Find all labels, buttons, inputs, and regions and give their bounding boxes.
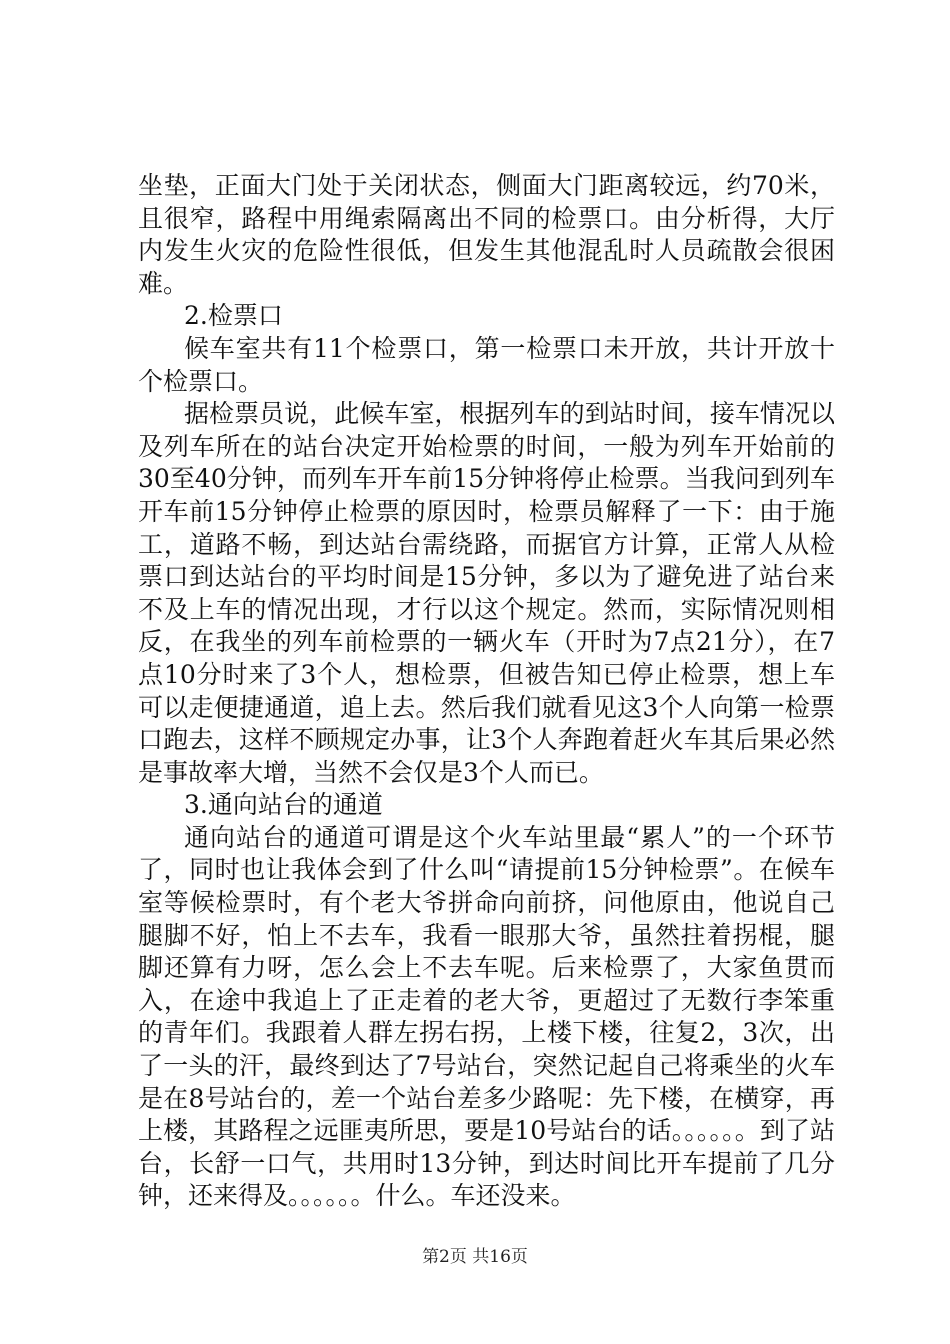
body-text: [138, 170, 835, 1213]
page-footer: 第2页 共16页: [422, 1247, 528, 1267]
paragraph-1: 坐垫，正面大门处于关闭状态，侧面大门距离较远，约70米，且很窄，路程中用绳索隔离出不同的检票口。由分析得，大厅内发生火灾的危险性很低，但发生其他混乱时人员疏散会很困难。: [138, 171, 835, 298]
section-heading-ticket-gate: 2.检票口: [184, 301, 283, 331]
paragraph-4: 通向站台的通道可谓是这个火车站里最“累人”的一个环节了，同时也让我体会到了什么叫“请提前15分钟检票”。在候车室等候检票时，有个老大爷拼命向前挤，问他原由，他说自己腿脚不好，怕上不去车，我看一眼那大爷，虽然拄着拐棍，腿脚还算有力呀，怎么会上不去车呢。后来检票了，大家鱼贯而入，在途中我追上了正走着的老大爷，更超过了无数行李笨重的青年们。我跟着人群左拐右拐，上楼下楼，往复2，3次，出了一头的汗，最终到达了7号站台，突然记起自己将乘坐的火车是在8号站台的，差一个站台差多少路呢：先下楼，在横穿，再上楼，其路程之远匪夷所思，要是10号站台的话。。。。。。到了站台，长舒一口气，共用时13分钟，到达时间比开车提前了几分钟，还来得及。。。。。。什么。车还没来。: [138, 822, 835, 1211]
paragraph-2: 候车室共有11个检票口，第一检票口未开放，共计开放十个检票口。: [138, 333, 835, 396]
paragraph-3: 据检票员说，此候车室，根据列车的到站时间，接车情况以及列车所在的站台决定开始检票的时间，一般为列车开始前的30至40分钟，而列车开车前15分钟将停止检票。当我问到列车开车前15分钟停止检票的原因时，检票员解释了一下：由于施工，道路不畅，到达站台需绕路，而据官方计算，正常人从检票口到达站台的平均时间是15分钟，多以为了避免进了站台来不及上车的情况出现，才行以这个规定。然而，实际情况则相反，在我坐的列车前检票的一辆火车（开时为7点21分），在7点10分时来了3个人，想检票，但被告知已停止检票，想上车可以走便捷通道，追上去。然后我们就看见这3个人向第一检票口跑去，这样不顾规定办事，让3个人奔跑着赶火车其后果必然是事故率大增，当然不会仅是3个人而已。: [138, 399, 835, 787]
section-heading-platform-passage: 3.通向站台的通道: [184, 790, 383, 820]
